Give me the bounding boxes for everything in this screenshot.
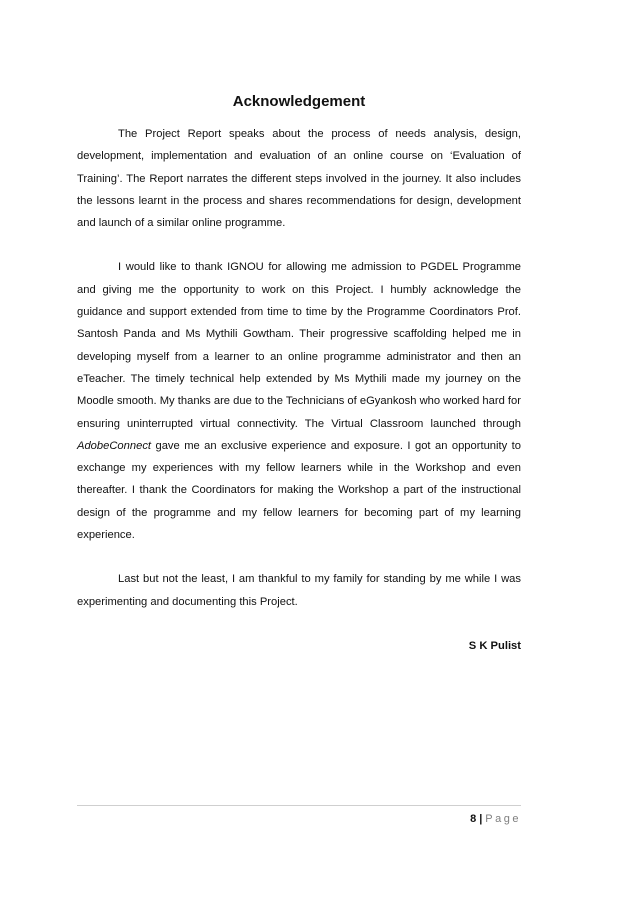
page-title: Acknowledgement bbox=[232, 93, 366, 110]
paragraph-thanks bbox=[77, 256, 521, 546]
paragraph-intro: The Project Report speaks about the process of needs analysis, design, development, implementation and evaluation of an online course on ‘Evaluation of Training’. The Report narrates the different steps involved in the journey. It also includes the lessons learnt in the process and shares recommendations for design, development and launch of a similar online programme. bbox=[77, 128, 521, 230]
paragraph-gap bbox=[77, 234, 521, 256]
paragraph-gap bbox=[77, 546, 521, 568]
paragraph-gap bbox=[77, 613, 521, 635]
paragraph-thanks-text-1: I would like to thank IGNOU for allowing me admission to PGDEL Programme and giving me the opportunity to work on this Project. I humbly acknowledge the guidance and support extended from time to time by the Programme Coordinators Prof. Santosh Panda and Ms Mythili Gowtham. Their progressive scaffolding helped me in developing myself from a learner to an online programme administrator and then an eTeacher. The timely technical help extended by Ms Mythili made my journey on the Moodle smooth. My thanks are due to the Technicians of eGyankosh who worked hard for ensuring uninterrupted virtual connectivity. The Virtual Classroom launched through bbox=[77, 261, 521, 430]
page-footer bbox=[77, 812, 521, 826]
footer-divider bbox=[77, 805, 521, 806]
page-label: Page bbox=[485, 813, 521, 825]
signature-name: S K Pulist bbox=[468, 639, 521, 652]
page-number: 8 bbox=[470, 813, 477, 825]
adobeconnect-term: AdobeConnect bbox=[77, 439, 152, 452]
paragraph-thanks-text-2: gave me an exclusive experience and exposure. I got an opportunity to exchange my experiences with my fellow learners while in the Workshop and even thereafter. I thank the Coordinators for making the Workshop a part of the instructional design of the programme and my fellow learners for becoming part of my learning experience. bbox=[77, 439, 521, 542]
document-body bbox=[77, 92, 521, 657]
footer-separator: | bbox=[479, 813, 483, 825]
paragraph-family: Last but not the least, I am thankful to my family for standing by me while I was experimenting and documenting this Project. bbox=[77, 573, 521, 608]
